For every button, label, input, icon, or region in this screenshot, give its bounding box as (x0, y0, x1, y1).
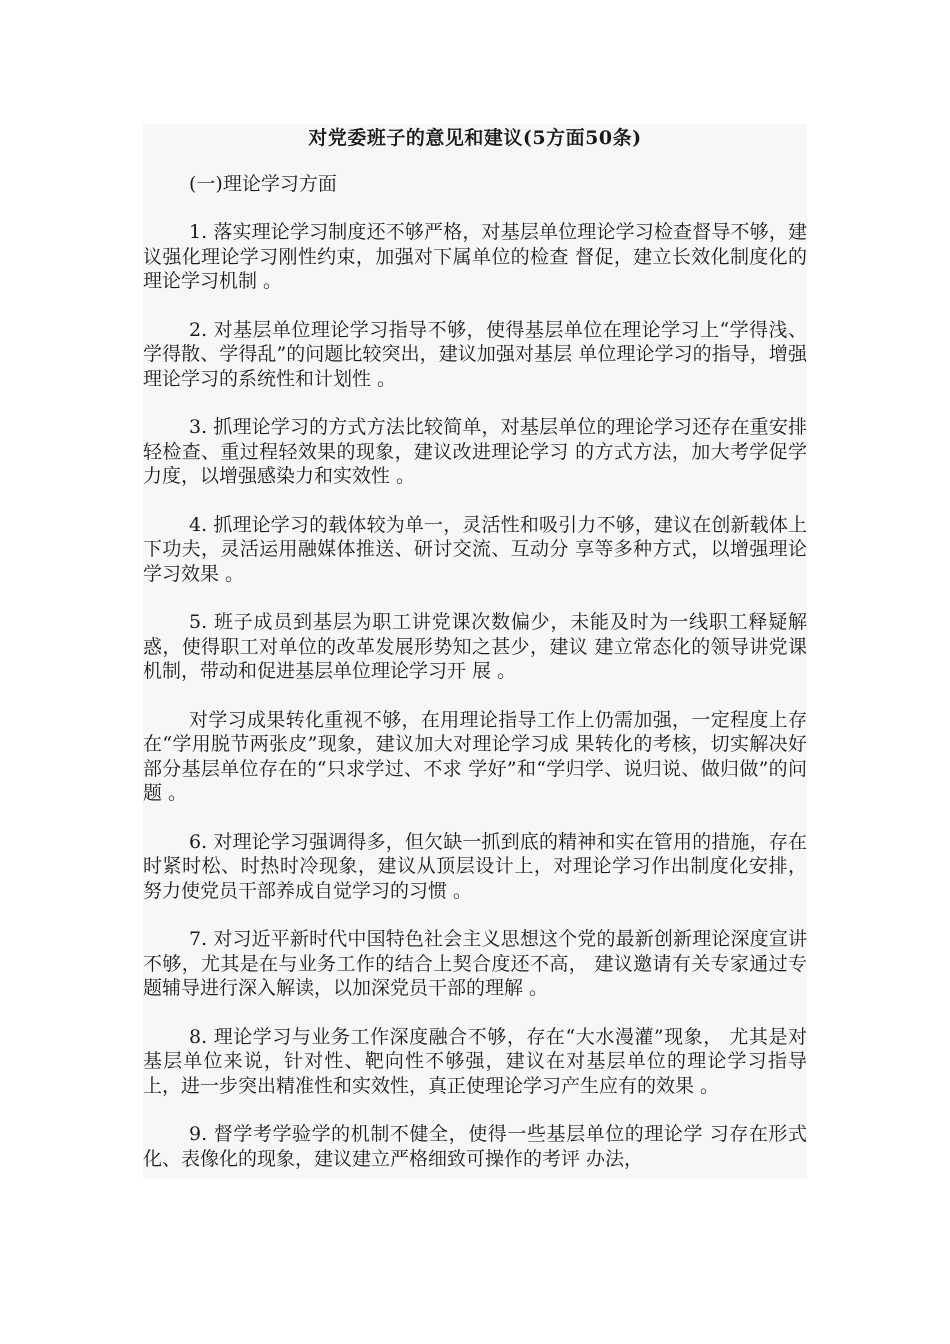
paragraph-item-5: 5. 班子成员到基层为职工讲党课次数偏少，未能及时为一线职工释疑解惑，使得职工对单位的改革发展形势知之甚少，建议 建立常态化的领导讲党课机制，带动和促进基层单位理论学习开 展 。 (143, 611, 807, 682)
paragraph-item-4: 4. 抓理论学习的载体较为单一，灵活性和吸引力不够，建议在创新载体上下功夫，灵活运用融媒体推送、研讨交流、互动分 享等多种方式，以增强理论学习效果 。 (143, 513, 807, 585)
paragraph-item-2: 2. 对基层单位理论学习指导不够，使得基层单位在理论学习上“学得浅、学得散、学得乱”的问题比较突出，建议加强对基层 单位理论学习的指导，增强理论学习的系统性和计划性 。 (143, 318, 807, 390)
section-heading: (一)理论学习方面 (189, 173, 337, 195)
paragraph-item-8: 8. 理论学习与业务工作深度融合不够，存在“大水漫灌”现象， 尤其是对基层单位来说，针对性、靶向性不够强，建议在对基层单位的理论学习指导上，进一步突出精准性和实效性，真正使理论学习产生应有的效果 。 (143, 1025, 807, 1097)
paragraph-item-6: 6. 对理论学习强调得多，但欠缺一抓到底的精神和实在管用的措施，存在时紧时松、时热时冷现象，建议从顶层设计上，对理论学习作出制度化安排，努力使党员干部养成自觉学习的习惯 。 (143, 830, 807, 902)
document-body (143, 124, 807, 1179)
paragraph-unnumbered: 对学习成果转化重视不够，在用理论指导工作上仍需加强，一定程度上存在“学用脱节两张皮”现象，建议加大对理论学习成 果转化的考核，切实解决好部分基层单位存在的“只求学过、不求 学好”和“学归学、说归说、做归做”的问题 。 (143, 708, 807, 804)
paragraph-item-7: 7. 对习近平新时代中国特色社会主义思想这个党的最新创新理论深度宣讲不够，尤其是在与业务工作的结合上契合度还不高， 建议邀请有关专家通过专题辅导进行深入解读，以加深党员干部的理解 。 (143, 928, 807, 999)
paragraph-item-3: 3. 抓理论学习的方式方法比较简单，对基层单位的理论学习还存在重安排轻检查、重过程轻效果的现象，建议改进理论学习 的方式方法，加大考学促学力度，以增强感染力和实效性 。 (143, 416, 807, 487)
paragraph-item-1: 1. 落实理论学习制度还不够严格，对基层单位理论学习检查督导不够，建议强化理论学习刚性约束，加强对下属单位的检查 督促，建立长效化制度化的理论学习机制 。 (143, 221, 807, 292)
document-title: 对党委班子的意见和建议(5方面50条) (308, 127, 642, 149)
paragraph-item-9: 9. 督学考学验学的机制不健全，使得一些基层单位的理论学 习存在形式化、表像化的现象，建议建立严格细致可操作的考评 办法， (143, 1123, 807, 1170)
